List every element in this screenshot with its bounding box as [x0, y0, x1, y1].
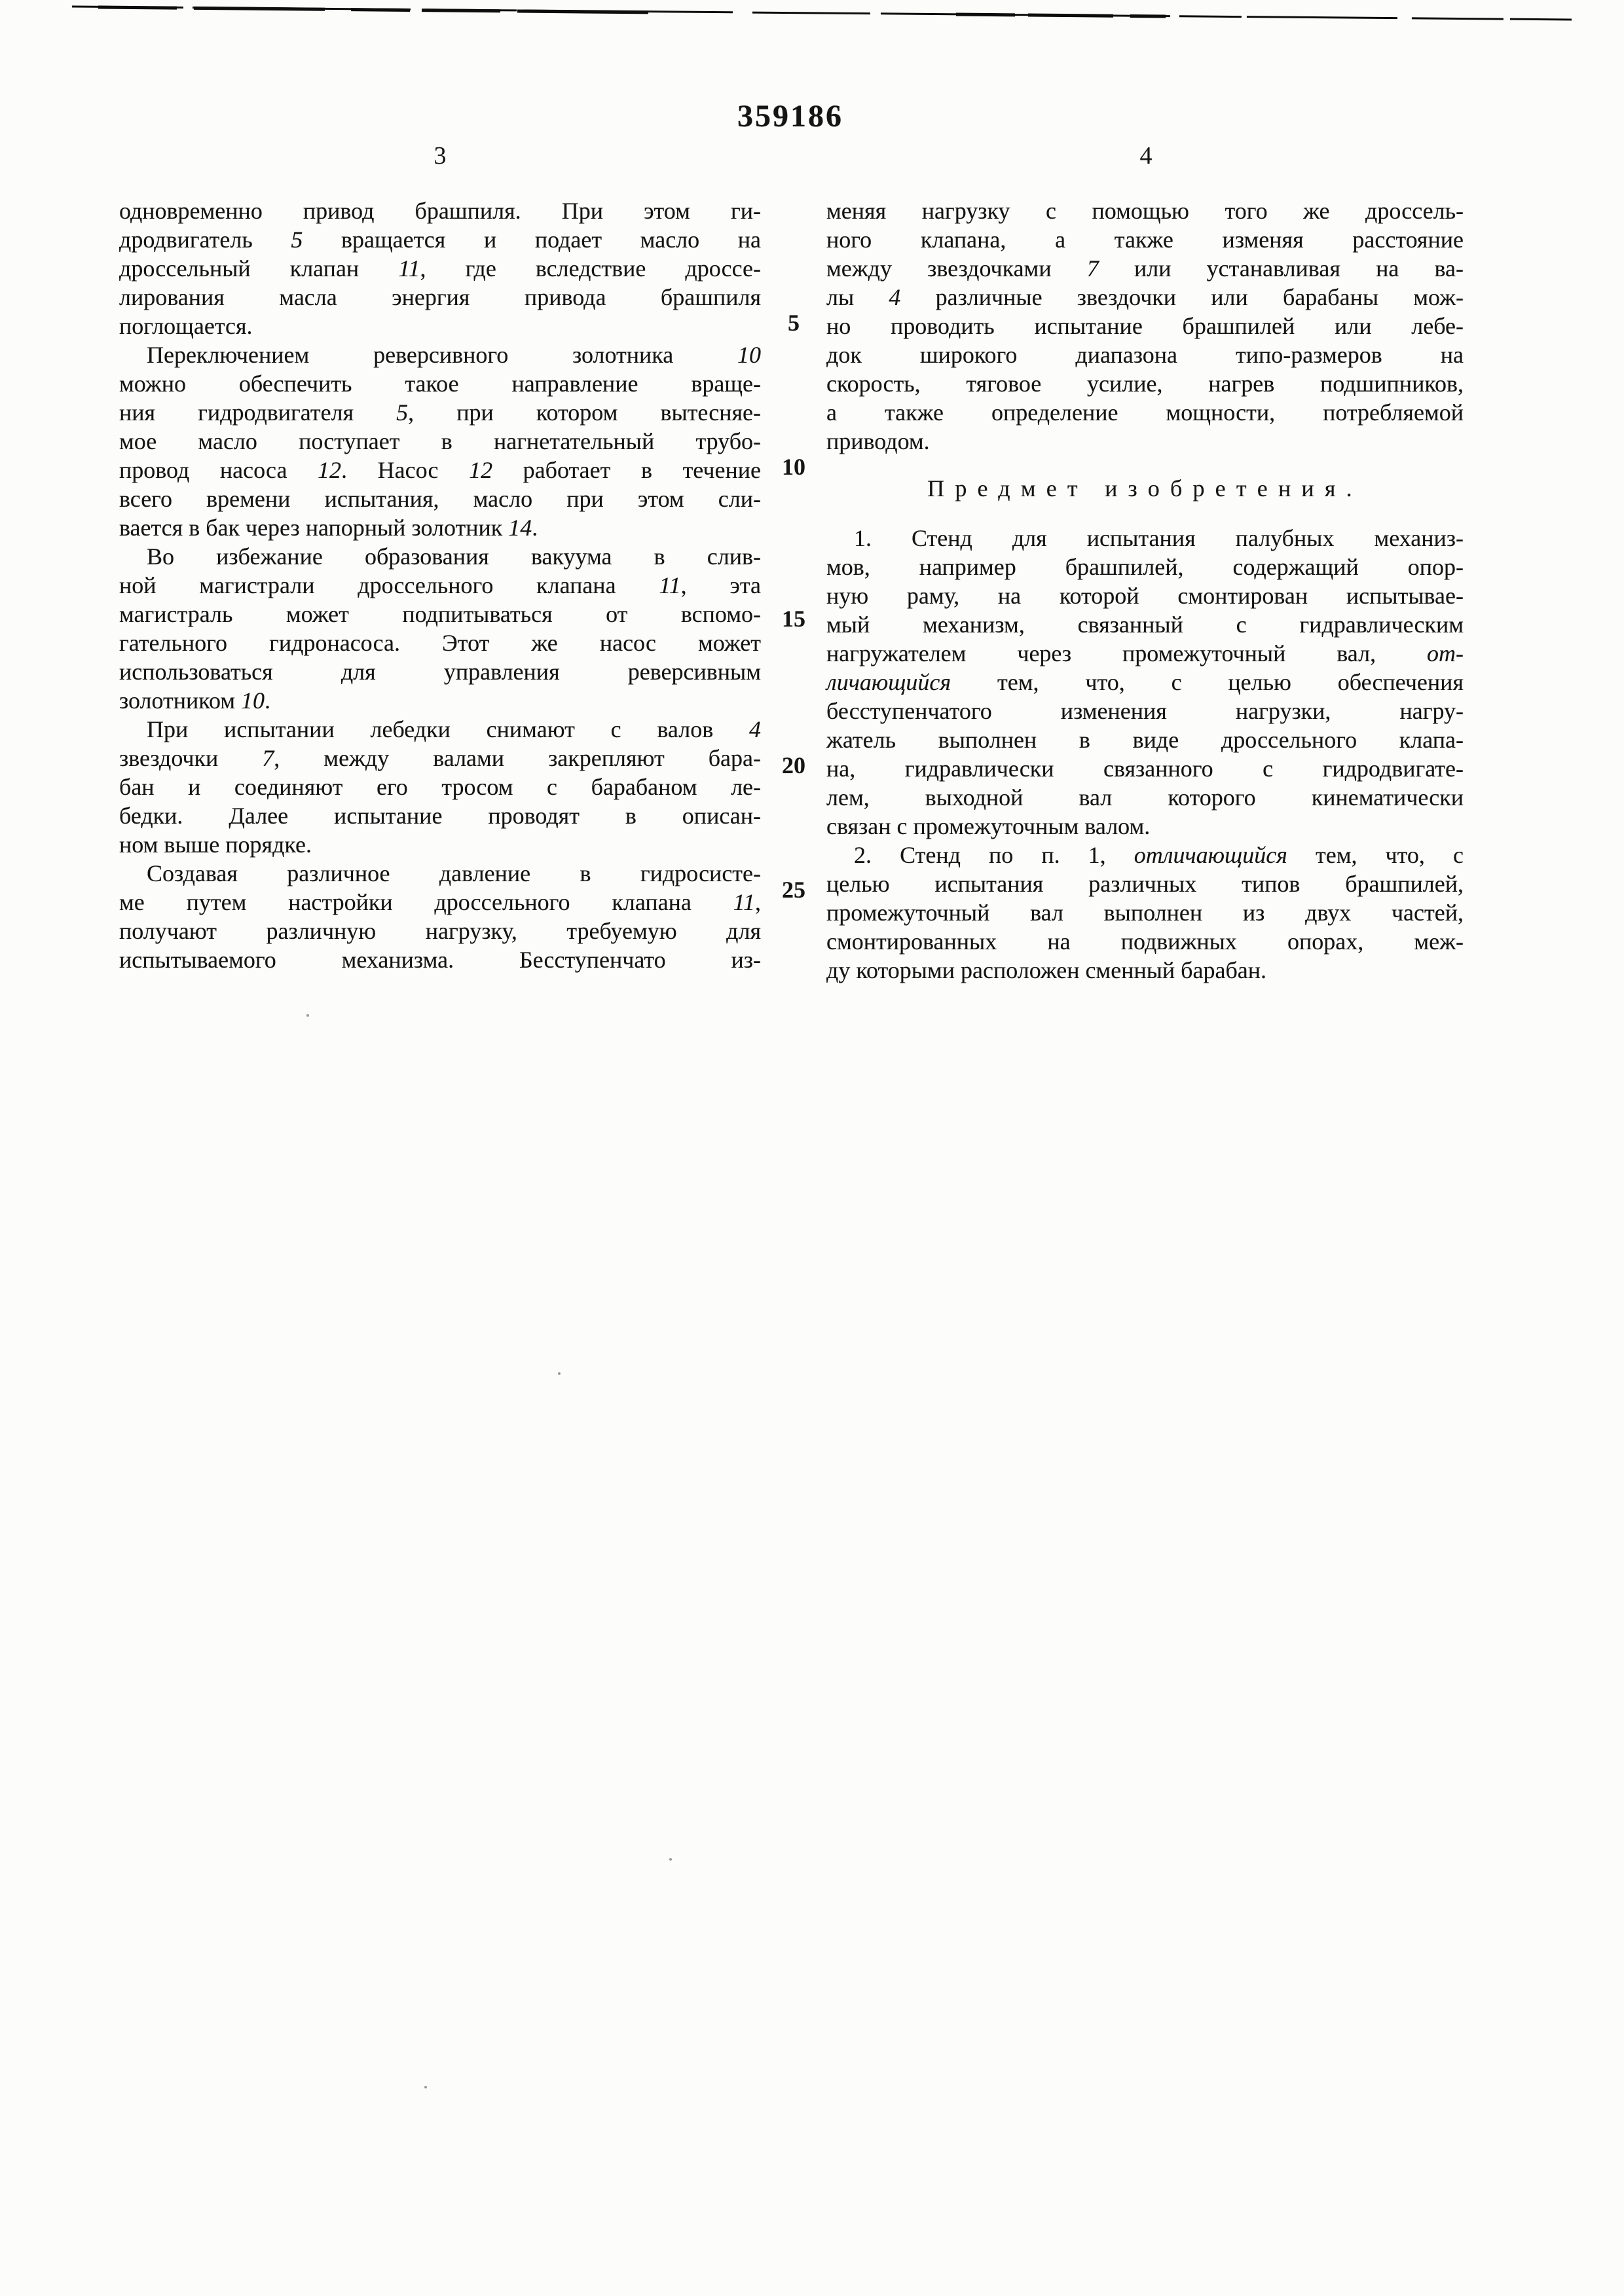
reference-numeral: 7 [1086, 255, 1099, 282]
patent-number: 359186 [737, 99, 843, 134]
text-segment: тем, что, с [1287, 842, 1464, 868]
text-segment: мый механизм, связанный с гидравлическим [826, 611, 1464, 638]
text-segment: между звездочками [826, 255, 1087, 282]
text-line [119, 340, 761, 369]
text-segment: жатель выполнен в виде дроссельного клапа- [826, 727, 1464, 753]
text-segment: работает в течение [492, 457, 761, 483]
reference-numeral: 14 [508, 515, 532, 541]
text-segment: ного клапана, а также изменяя расстояние [826, 227, 1464, 253]
text-segment: дродвигатель [119, 227, 291, 253]
margin-line-number-15: 15 [782, 606, 805, 632]
text-segment: поглощается. [119, 313, 253, 339]
text-segment: док широкого диапазона типо-размеров на [826, 342, 1464, 368]
text-line [119, 456, 761, 484]
column-right [826, 196, 1464, 985]
text-line [119, 196, 761, 225]
text-segment: При испытании лебедки снимают с валов [147, 716, 749, 742]
text-line [119, 283, 761, 312]
text-line [826, 254, 1464, 283]
text-segment: , где вследствие дроссе- [420, 255, 761, 282]
reference-numeral: 11 [659, 572, 681, 598]
text-line [826, 427, 1464, 456]
text-segment: . [532, 515, 538, 541]
reference-numeral: 4 [889, 284, 901, 310]
text-line [826, 668, 1464, 697]
text-line [826, 841, 1464, 869]
text-segment: или устанавливая на ва- [1098, 255, 1464, 282]
reference-numeral: 4 [749, 716, 761, 742]
text-segment: промежуточный вал выполнен из двух частей, [826, 900, 1464, 926]
text-segment: бан и соединяют его тросом с барабаном ле- [119, 774, 761, 800]
text-line [826, 956, 1464, 985]
text-line [119, 801, 761, 830]
text-line [826, 369, 1464, 398]
text-segment: мов, например брашпилей, содержащий опор- [826, 554, 1464, 580]
text-line [119, 312, 761, 340]
text-segment: 2. Стенд по п. 1, [854, 842, 1134, 868]
text-segment: меняя нагрузку с помощью того же дроссель- [826, 198, 1464, 224]
text-segment: . Насос [341, 457, 470, 483]
text-line [826, 812, 1464, 841]
text-segment: бесступенчатого изменения нагрузки, нагру- [826, 698, 1464, 724]
scan-artifact-line [0, 0, 1624, 31]
text-line [826, 340, 1464, 369]
reference-numeral: отличающийся [1134, 842, 1287, 868]
text-segment: Переключением реверсивного золотника [147, 342, 737, 368]
text-segment: Во избежание образования вакуума в слив- [147, 543, 761, 570]
reference-numeral: 12 [318, 457, 342, 483]
text-segment: целью испытания различных типов брашпилей, [826, 871, 1464, 897]
text-segment: лы [826, 284, 889, 310]
text-segment: ную раму, на которой смонтирован испытывае- [826, 583, 1464, 609]
column-left [119, 196, 761, 974]
text-segment: получают различную нагрузку, требуемую для [119, 918, 761, 944]
margin-line-number-25: 25 [782, 877, 805, 903]
text-line [119, 888, 761, 917]
text-segment: , [755, 889, 761, 915]
text-segment: ме путем настройки дроссельного клапана [119, 889, 733, 915]
text-segment: мое масло поступает в нагнетательный трубо- [119, 428, 761, 454]
text-line [826, 398, 1464, 427]
text-segment: можно обеспечить такое направление враще- [119, 371, 761, 397]
reference-numeral: 10 [241, 687, 265, 714]
text-segment: различные звездочки или барабаны мож- [900, 284, 1464, 310]
text-segment: использоваться для управления реверсивным [119, 659, 761, 685]
text-segment: а также определение мощности, потребляемой [826, 399, 1464, 426]
text-segment: магистраль может подпитываться от вспомо- [119, 601, 761, 627]
text-line [826, 610, 1464, 639]
text-line [119, 859, 761, 888]
text-line [826, 725, 1464, 754]
text-segment: лем, выходной вал которого кинематически [826, 784, 1464, 811]
text-segment: приводом. [826, 428, 930, 454]
text-segment: одновременно привод брашпиля. При этом ги- [119, 198, 761, 224]
text-segment: вается в бак через напорный золотник [119, 515, 509, 541]
text-segment: , между валами закрепляют бара- [274, 745, 761, 771]
text-line [119, 917, 761, 945]
reference-numeral: 11 [733, 889, 755, 915]
text-segment: лирования масла энергия привода брашпиля [119, 284, 761, 310]
text-line [119, 254, 761, 283]
text-segment: всего времени испытания, масло при этом сли- [119, 486, 761, 512]
text-segment: нагружателем через промежуточный вал, [826, 640, 1427, 666]
text-line [119, 830, 761, 859]
section-heading: Предмет изобретения. [927, 475, 1363, 501]
reference-numeral: 5 [291, 227, 303, 253]
text-segment: гательного гидронасоса. Этот же насос может [119, 630, 761, 656]
text-segment: дроссельный клапан [119, 255, 399, 282]
text-segment: звездочки [119, 745, 263, 771]
text-segment: вращается и подает масло на [303, 227, 761, 253]
text-line [119, 225, 761, 254]
text-line [826, 639, 1464, 668]
text-segment: ной магистрали дроссельного клапана [119, 572, 659, 598]
text-segment: золотником [119, 687, 242, 714]
reference-numeral: 5 [396, 399, 409, 426]
text-line [826, 524, 1464, 553]
scan-artifact-speck [669, 1858, 672, 1861]
text-line [826, 697, 1464, 725]
text-segment: тем, что, с целью обеспечения [951, 669, 1464, 695]
text-line [119, 398, 761, 427]
text-segment: Создавая различное давление в гидросисте- [147, 860, 761, 886]
scan-artifact-speck [306, 1014, 309, 1017]
text-segment: испытываемого механизма. Бесступенчато из- [119, 947, 761, 973]
text-segment: ду которыми расположен сменный барабан. [826, 957, 1267, 983]
text-line [826, 553, 1464, 581]
text-line [826, 196, 1464, 225]
reference-numeral: 12 [469, 457, 493, 483]
reference-numeral: 10 [737, 342, 761, 368]
margin-line-number-5: 5 [788, 310, 800, 336]
text-line [119, 484, 761, 513]
reference-numeral: 11 [398, 255, 420, 282]
text-line [119, 600, 761, 629]
text-line [826, 581, 1464, 610]
text-line [119, 744, 761, 773]
text-line [119, 571, 761, 600]
reference-numeral: 7 [262, 745, 274, 771]
text-segment: , при котором вытесняе- [408, 399, 762, 426]
text-segment: ном выше порядке. [119, 831, 312, 858]
text-line [119, 686, 761, 715]
text-line [119, 542, 761, 571]
text-segment: ния гидродвигателя [119, 399, 397, 426]
text-segment: но проводить испытание брашпилей или лебе- [826, 313, 1464, 339]
text-segment: смонтированных на подвижных опорах, меж- [826, 928, 1464, 955]
text-segment: скорость, тяговое усилие, нагрев подшипников, [826, 371, 1464, 397]
text-segment: на, гидравлически связанного с гидродвигате- [826, 756, 1464, 782]
text-line [826, 225, 1464, 254]
text-segment: связан с промежуточным валом. [826, 813, 1151, 839]
text-segment: провод насоса [119, 457, 318, 483]
reference-numeral: личающийся [826, 669, 951, 695]
text-line [119, 715, 761, 744]
text-line [826, 312, 1464, 340]
text-line [119, 657, 761, 686]
text-line [119, 513, 761, 542]
reference-numeral: от- [1427, 640, 1464, 666]
text-line [826, 869, 1464, 898]
text-line [826, 783, 1464, 812]
text-line [119, 427, 761, 456]
text-line [826, 283, 1464, 312]
text-line [119, 773, 761, 801]
margin-line-number-20: 20 [782, 752, 805, 778]
page-number-left: 3 [434, 142, 447, 170]
text-segment: , эта [680, 572, 761, 598]
margin-line-number-10: 10 [782, 454, 805, 480]
text-line [119, 629, 761, 657]
text-segment: . [265, 687, 271, 714]
text-line [826, 898, 1464, 927]
text-line [119, 945, 761, 974]
page-number-right: 4 [1139, 142, 1153, 170]
text-line [826, 927, 1464, 956]
text-segment: 1. Стенд для испытания палубных механиз- [854, 525, 1464, 551]
scan-artifact-speck [558, 1372, 561, 1375]
text-segment: бедки. Далее испытание проводят в описан- [119, 803, 761, 829]
scan-artifact-speck [424, 2086, 427, 2088]
text-line [826, 754, 1464, 783]
text-line [119, 369, 761, 398]
